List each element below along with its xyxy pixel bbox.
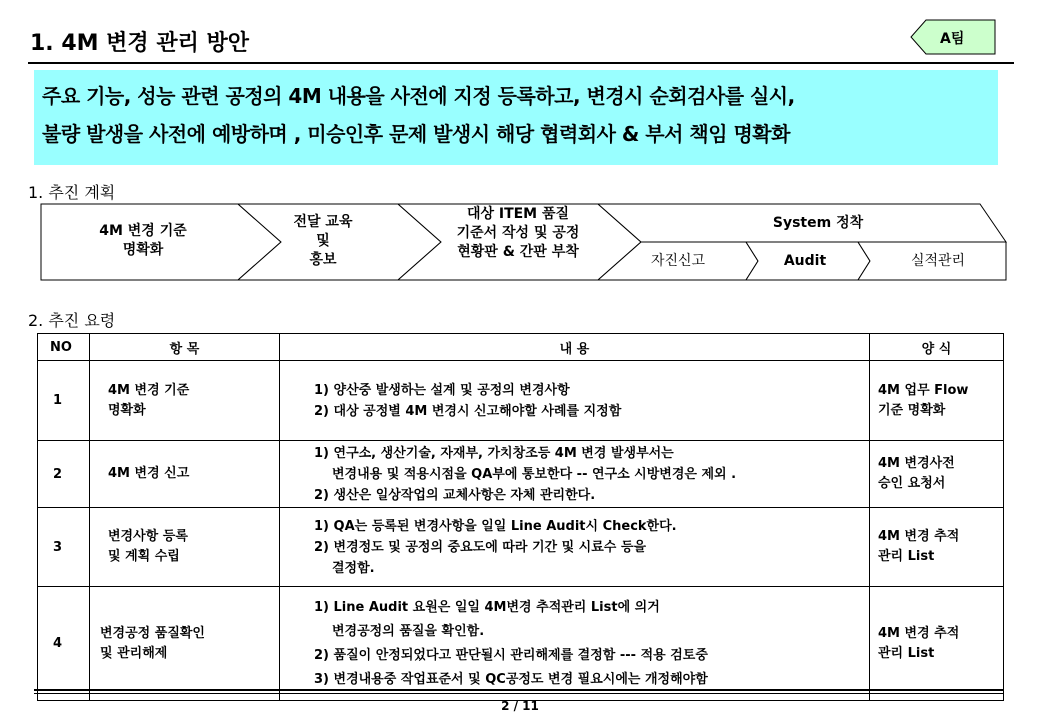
flow-step-2-line1: 전달 교육 <box>293 214 353 230</box>
procedure-table <box>37 333 1004 701</box>
col-header-no: NO <box>38 334 90 361</box>
flow-step-4a: 자진신고 <box>650 253 706 269</box>
summary-line-2: 불량 발생을 사전에 예방하며 , 미승인후 문제 발생시 해당 협력회사 & 부서 책임 명확화 <box>42 122 790 146</box>
flow-step-2-line2: 및 <box>316 233 330 249</box>
row-item-line: 4M 변경 기준 <box>108 382 190 398</box>
row-content-line: 2) 대상 공정별 4M 변경시 신고해야할 사례를 지정함 <box>314 403 622 419</box>
section-procedure-heading: 2. 추진 요령 <box>28 311 116 330</box>
row-item <box>90 361 280 441</box>
flow-step-3-line1: 대상 ITEM 품질 <box>466 206 570 222</box>
row-item <box>90 441 280 508</box>
flow-step-4c: 실적관리 <box>910 253 966 269</box>
flow-step-3-line2: 기준서 작성 및 공정 <box>456 225 580 241</box>
row-content-line: 변경공정의 품질을 확인함. <box>332 623 485 639</box>
row-content-line: 2) 품질이 안정되었다고 판단될시 관리해제를 결정함 --- 적용 검토중 <box>314 647 708 663</box>
footer-divider-thin <box>34 693 1004 694</box>
page-number: 2 / 11 <box>501 699 539 713</box>
row-no: 4 <box>38 587 90 701</box>
row-content <box>280 508 870 587</box>
row-no: 2 <box>38 441 90 508</box>
table-row <box>38 508 1004 587</box>
row-form-line: 관리 List <box>878 645 935 661</box>
row-no: 3 <box>38 508 90 587</box>
row-form-line: 기준 명확화 <box>878 402 946 418</box>
title-divider <box>28 62 1014 64</box>
row-form <box>870 587 1004 701</box>
col-header-item: 항 목 <box>90 334 280 361</box>
row-content-line: 1) 연구소, 생산기술, 자재부, 가치창조등 4M 변경 발생부서는 <box>314 445 674 461</box>
row-item-line: 변경공정 품질확인 <box>100 625 205 641</box>
team-tag-label: A팀 <box>940 31 965 47</box>
row-content-line: 1) QA는 등록된 변경사항을 일일 Line Audit시 Check한다. <box>314 518 677 534</box>
flow-step-2-line3: 홍보 <box>309 252 337 268</box>
flow-step-1 <box>58 222 228 260</box>
flow-step-4b: Audit <box>783 253 827 269</box>
col-header-content: 내 용 <box>280 334 870 361</box>
footer-divider-thick <box>34 689 1004 691</box>
flow-step-3-line3: 현황판 & 간판 부착 <box>457 244 579 260</box>
row-content <box>280 361 870 441</box>
table-header-row <box>38 334 1004 361</box>
table-row <box>38 361 1004 441</box>
team-tag <box>910 19 996 55</box>
row-content <box>280 587 870 701</box>
row-form-line: 관리 List <box>878 549 935 564</box>
row-item-line: 4M 변경 신고 <box>108 466 190 481</box>
row-content-line: 1) 양산중 발생하는 설계 및 공정의 변경사항 <box>314 382 570 398</box>
row-content-line: 2) 생산은 일상작업의 교체사항은 자체 관리한다. <box>314 487 596 503</box>
table-row <box>38 441 1004 508</box>
row-content-line: 변경내용 및 적용시점을 QA부에 통보한다 -- 연구소 시방변경은 제외 . <box>332 466 737 482</box>
row-item <box>90 508 280 587</box>
row-content-line: 3) 변경내용중 작업표준서 및 QC공정도 변경 필요시에는 개정해야함 <box>314 671 708 687</box>
row-form <box>870 441 1004 508</box>
flow-step-1-line2: 명확화 <box>122 242 164 258</box>
row-form-line: 승인 요청서 <box>878 476 946 491</box>
row-item-line: 및 계획 수립 <box>108 549 180 564</box>
row-content <box>280 441 870 508</box>
page-title: 1. 4M 변경 관리 방안 <box>30 31 250 56</box>
summary-box <box>34 70 998 165</box>
flow-step-2 <box>248 213 398 270</box>
row-item-line: 변경사항 등록 <box>108 529 188 544</box>
row-item-line: 명확화 <box>108 402 146 418</box>
row-content-line: 결정함. <box>332 560 375 576</box>
row-form-line: 4M 업무 Flow <box>878 382 969 398</box>
summary-line-1: 주요 기능, 성능 관련 공정의 4M 내용을 사전에 지정 등록하고, 변경시 순회검사를 실시, <box>42 84 795 108</box>
row-form-line: 4M 변경사전 <box>878 456 955 471</box>
row-form <box>870 508 1004 587</box>
row-form-line: 4M 변경 추적 <box>878 625 960 641</box>
table-row <box>38 587 1004 701</box>
row-item-line: 및 관리해제 <box>100 645 168 661</box>
row-content-line: 2) 변경정도 및 공정의 중요도에 따라 기간 및 시료수 등을 <box>314 539 646 555</box>
col-header-form: 양 식 <box>870 334 1004 361</box>
row-item <box>90 587 280 701</box>
row-content-line: 1) Line Audit 요원은 일일 4M변경 추적관리 List에 의거 <box>314 599 660 615</box>
row-no: 1 <box>38 361 90 441</box>
row-form-line: 4M 변경 추적 <box>878 529 960 544</box>
flow-step-1-line1: 4M 변경 기준 <box>99 223 187 239</box>
flow-step-3 <box>433 205 603 262</box>
section-plan-heading: 1. 추진 계획 <box>28 183 116 202</box>
row-form <box>870 361 1004 441</box>
flow-step-4-title: System 정착 <box>772 215 864 231</box>
